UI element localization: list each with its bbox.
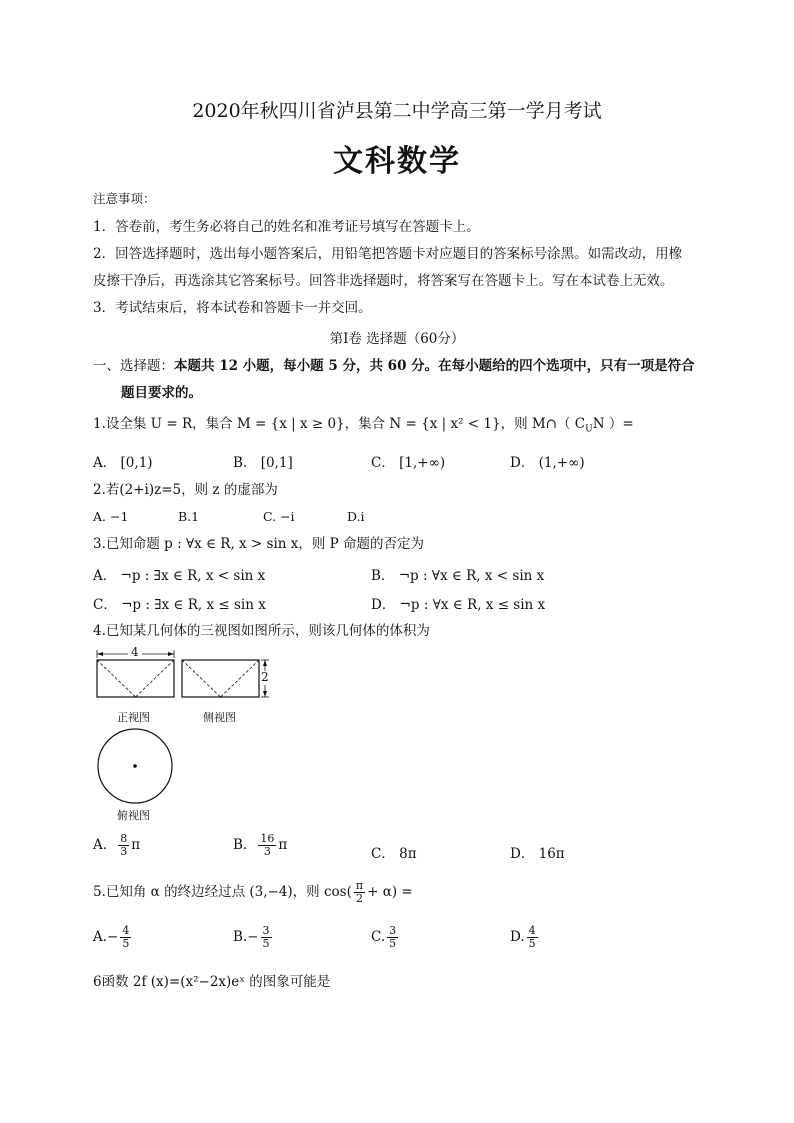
section-intro-prefix: 一、选择题： — [93, 358, 174, 374]
q4-stem: 4.已知某几何体的三视图如图所示，则该几何体的体积为 — [93, 623, 430, 639]
dim-height-label: 2 — [261, 670, 269, 684]
q5-a-fraction — [120, 925, 131, 950]
q5-c-label: C. — [371, 929, 386, 945]
side-view-rect — [182, 660, 259, 697]
q1-stem-sub: U — [585, 424, 593, 435]
q4-a-tail: π — [131, 837, 141, 853]
q5-a-den: 5 — [122, 937, 130, 950]
q1-option-a[interactable]: A． [0,1) — [93, 455, 153, 471]
notice-item-2b: 皮擦干净后，再选涂其它答案标号。回答非选择题时，将答案写在答题卡上。写在本试卷上无效。 — [93, 273, 674, 289]
q2-option-b[interactable]: B.1 — [178, 509, 200, 524]
q2-option-c[interactable]: C. −i — [263, 509, 295, 524]
q4-b-den: 3 — [263, 845, 271, 858]
q5-option-d[interactable] — [510, 925, 540, 950]
q1-stem — [93, 415, 634, 439]
q5-c-den: 5 — [389, 937, 397, 950]
q4-b-fraction — [258, 833, 276, 858]
q2-stem: 2.若(2+i)z=5，则 z 的虚部为 — [93, 482, 278, 498]
q2-option-a[interactable]: A. −1 — [93, 509, 129, 524]
notice-item-2a: 2．回答选择题时，选出每小题答案后，用铅笔把答题卡对应题目的答案标号涂黑。如需改动，用橡 — [93, 246, 683, 262]
q5-b-fraction — [261, 925, 272, 950]
q5-two: 2 — [355, 892, 363, 905]
q1-stem-text: 1.设全集 U = R，集合 M = {x | x ≥ 0}，集合 N = {x | x² < 1}，则 M∩（ C — [93, 416, 586, 432]
q5-option-a[interactable] — [93, 925, 133, 950]
q5-b-num: 3 — [262, 924, 270, 937]
q3-option-a[interactable]: A． ¬p : ∃x ∈ R, x < sin x — [93, 568, 266, 584]
q1-option-d[interactable]: D． (1,+∞) — [510, 455, 585, 471]
notice-heading: 注意事项： — [93, 191, 156, 206]
q5-a-label: A.− — [93, 929, 119, 945]
dim-width-label: 4 — [131, 645, 139, 659]
subject-title: 文科数学 — [333, 144, 461, 179]
q5-option-c[interactable] — [371, 925, 400, 950]
q5-stem-end: + α) = — [367, 884, 413, 900]
q5-b-den: 5 — [262, 937, 270, 950]
q5-b-label: B.− — [233, 929, 259, 945]
q3-option-c[interactable]: C． ¬p : ∃x ∈ R, x ≤ sin x — [93, 597, 266, 613]
q2-option-d[interactable]: D.i — [347, 509, 365, 524]
q1-option-c[interactable]: C． [1,+∞) — [371, 455, 446, 471]
q4-option-d[interactable]: D． 16π — [510, 846, 565, 862]
q3-option-d[interactable]: D． ¬p : ∀x ∈ R, x ≤ sin x — [371, 597, 546, 613]
q4-a-den: 3 — [120, 845, 128, 858]
q5-option-b[interactable] — [233, 925, 274, 950]
q3-stem: 3.已知命题 p : ∀x ∈ R, x > sin x，则 P 命题的否定为 — [93, 536, 425, 552]
q5-a-num: 4 — [122, 924, 130, 937]
q5-c-fraction — [387, 925, 398, 950]
q4-a-num: 8 — [120, 832, 128, 845]
q1-option-b[interactable]: B． [0,1] — [233, 455, 293, 471]
q3-option-b[interactable]: B． ¬p : ∀x ∈ R, x < sin x — [371, 568, 545, 584]
q5-d-den: 5 — [528, 937, 536, 950]
q4-option-a[interactable] — [93, 833, 140, 858]
section-intro-b: 题目要求的。 — [121, 385, 202, 401]
q5-c-num: 3 — [389, 924, 397, 937]
q5-pi: π — [355, 879, 364, 892]
q4-b-tail: π — [278, 837, 288, 853]
section-intro-bold: 本题共 12 小题，每小题 5 分，共 60 分。在每小题给的四个选项中，只有一项是符合 — [174, 358, 695, 374]
q4-b-label: B． — [233, 837, 257, 853]
q4-option-b[interactable] — [233, 833, 287, 858]
notice-item-1: 1．答卷前，考生务必将自己的姓名和准考证号填写在答题卡上。 — [93, 219, 480, 235]
q5-stem — [93, 880, 413, 905]
top-view-caption: 俯视图 — [117, 809, 150, 822]
q5-stem-text: 5.已知角 α 的终边经过点 (3,−4)，则 cos( — [93, 884, 352, 900]
section-title: 第Ⅰ卷 选择题（60分） — [329, 331, 465, 347]
q4-option-c[interactable]: C． 8π — [371, 846, 417, 862]
q5-pi-over-two — [354, 880, 365, 905]
section-intro-a — [93, 357, 695, 375]
three-view-diagram — [90, 648, 290, 828]
q6-stem: 6函数 2f (x)=(x²−2x)eˣ 的图象可能是 — [93, 974, 331, 990]
notice-item-3: 3．考试结束后，将本试卷和答题卡一并交回。 — [93, 300, 372, 316]
front-view-rect — [97, 660, 174, 697]
q5-d-label: D. — [510, 929, 525, 945]
q4-a-label: A． — [93, 837, 117, 853]
q5-d-fraction — [527, 925, 538, 950]
side-view-caption: 侧视图 — [203, 711, 236, 724]
q5-d-num: 4 — [528, 924, 536, 937]
q1-stem-end: N ）= — [592, 416, 634, 432]
front-view-caption: 正视图 — [117, 711, 150, 724]
q4-b-num: 16 — [260, 832, 275, 845]
q4-a-fraction — [118, 833, 129, 858]
exam-title: 2020年秋四川省泸县第二中学高三第一学月考试 — [192, 100, 602, 122]
